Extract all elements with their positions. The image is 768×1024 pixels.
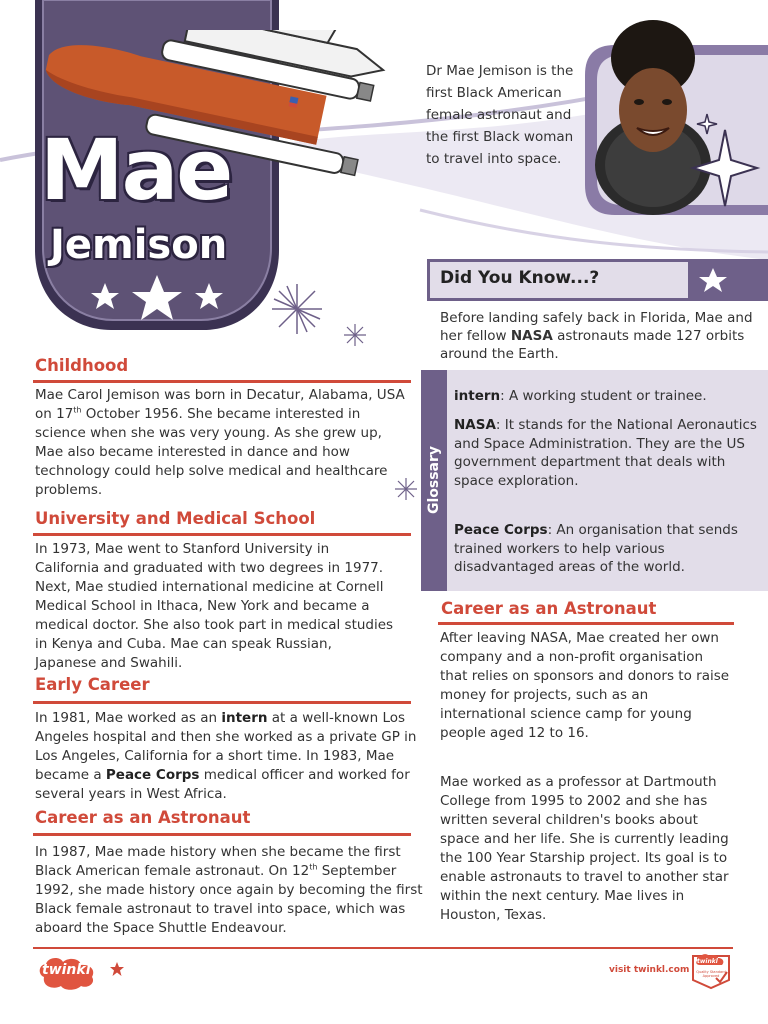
glossary-item-intern: intern: A working student or trainee. [454,388,707,404]
astronaut-right-rule [438,622,734,625]
astronaut-right-text-1: After leaving NASA, Mae created her own company and a non-profit organisation that relies on sponsors and donors to raise money for projects, such as an international science camp for young people aged 12 to 16. [440,630,730,741]
early-career-rule [33,701,411,704]
footer-url-link[interactable]: visit twinkl.com [609,965,690,975]
childhood-rule [33,380,411,383]
sparkle-small-icon [343,323,367,347]
glossary-item-nasa: NASA: It stands for the National Aeronautics and Space Administration. They are the US government department that deals with space exploration. [454,417,757,489]
twinkl-logo-text: twinkl [42,962,91,978]
university-text: In 1973, Mae went to Stanford University in California and graduated with two degrees in 1977. Next, Mae studied international medicine at Cornell Medical School in Ithaca, New York and became a medical doctor. She also took part in medical studies in Kenya and Cuba. Mae can speak Russian, Japanese and Swahili. [35,541,394,671]
astronaut-right-heading: Career as an Astronaut [441,599,657,618]
childhood-text: Mae Carol Jemison was born in Decatur, Alabama, USA on 17th October 1956. She became interested in science when she was very young. As she grew up, Mae also became interested in dance and how technology could help solve medical and healthcare problems. [35,387,405,498]
university-heading: University and Medical School [35,509,316,528]
footer-star-icon [110,962,124,976]
sparkle-icon [270,282,324,336]
university-rule [33,533,411,536]
astronaut-right-text-2: Mae worked as a professor at Dartmouth College from 1995 to 2002 and she has written several children's books about space and her life. She is currently leading the 100 Year Starship project. Its goal is to enable astronauts to travel to another star within the next century. Mae lives in Houston, Texas. [440,774,729,923]
astronaut-left-heading: Career as an Astronaut [35,808,251,827]
childhood-heading: Childhood [35,356,129,375]
badge-brand: twinkl [697,958,718,965]
early-career-text: In 1981, Mae worked as an intern at a well-known Los Angeles hospital and then she worked as a private GP in Los Angeles, California for a short time. In 1983, Mae became a Peace Corps medical officer and worked for several years in West Africa. [35,710,417,802]
portrait-mae-jemison [575,10,768,220]
title-main: Mae [40,121,232,219]
intro-text: Dr Mae Jemison is the first Black American female astronaut and the first Black woman to travel into space. [426,63,574,167]
astronaut-left-rule [33,833,411,836]
glossary-item-peace-corps: Peace Corps: An organisation that sends trained workers to help various disadvantaged areas of the world. [454,522,738,575]
early-career-heading: Early Career [35,675,150,694]
footer-rule [33,947,733,949]
badge-text: Quality Standard Approved [696,970,726,978]
did-you-know-title: Did You Know...? [440,268,600,288]
did-you-know-text: Before landing safely back in Florida, Mae and her fellow NASA astronauts made 127 orbits around the Earth. [440,310,753,362]
title-sub: Jemison [50,222,228,268]
astronaut-left-text: In 1987, Mae made history when she became the first Black American female astronaut. On 12th September 1992, she made history once again by becoming the first Black female astronaut to travel into space, which was aboard the Space Shuttle Endeavour. [35,844,423,936]
glossary-label: Glossary [426,445,442,515]
